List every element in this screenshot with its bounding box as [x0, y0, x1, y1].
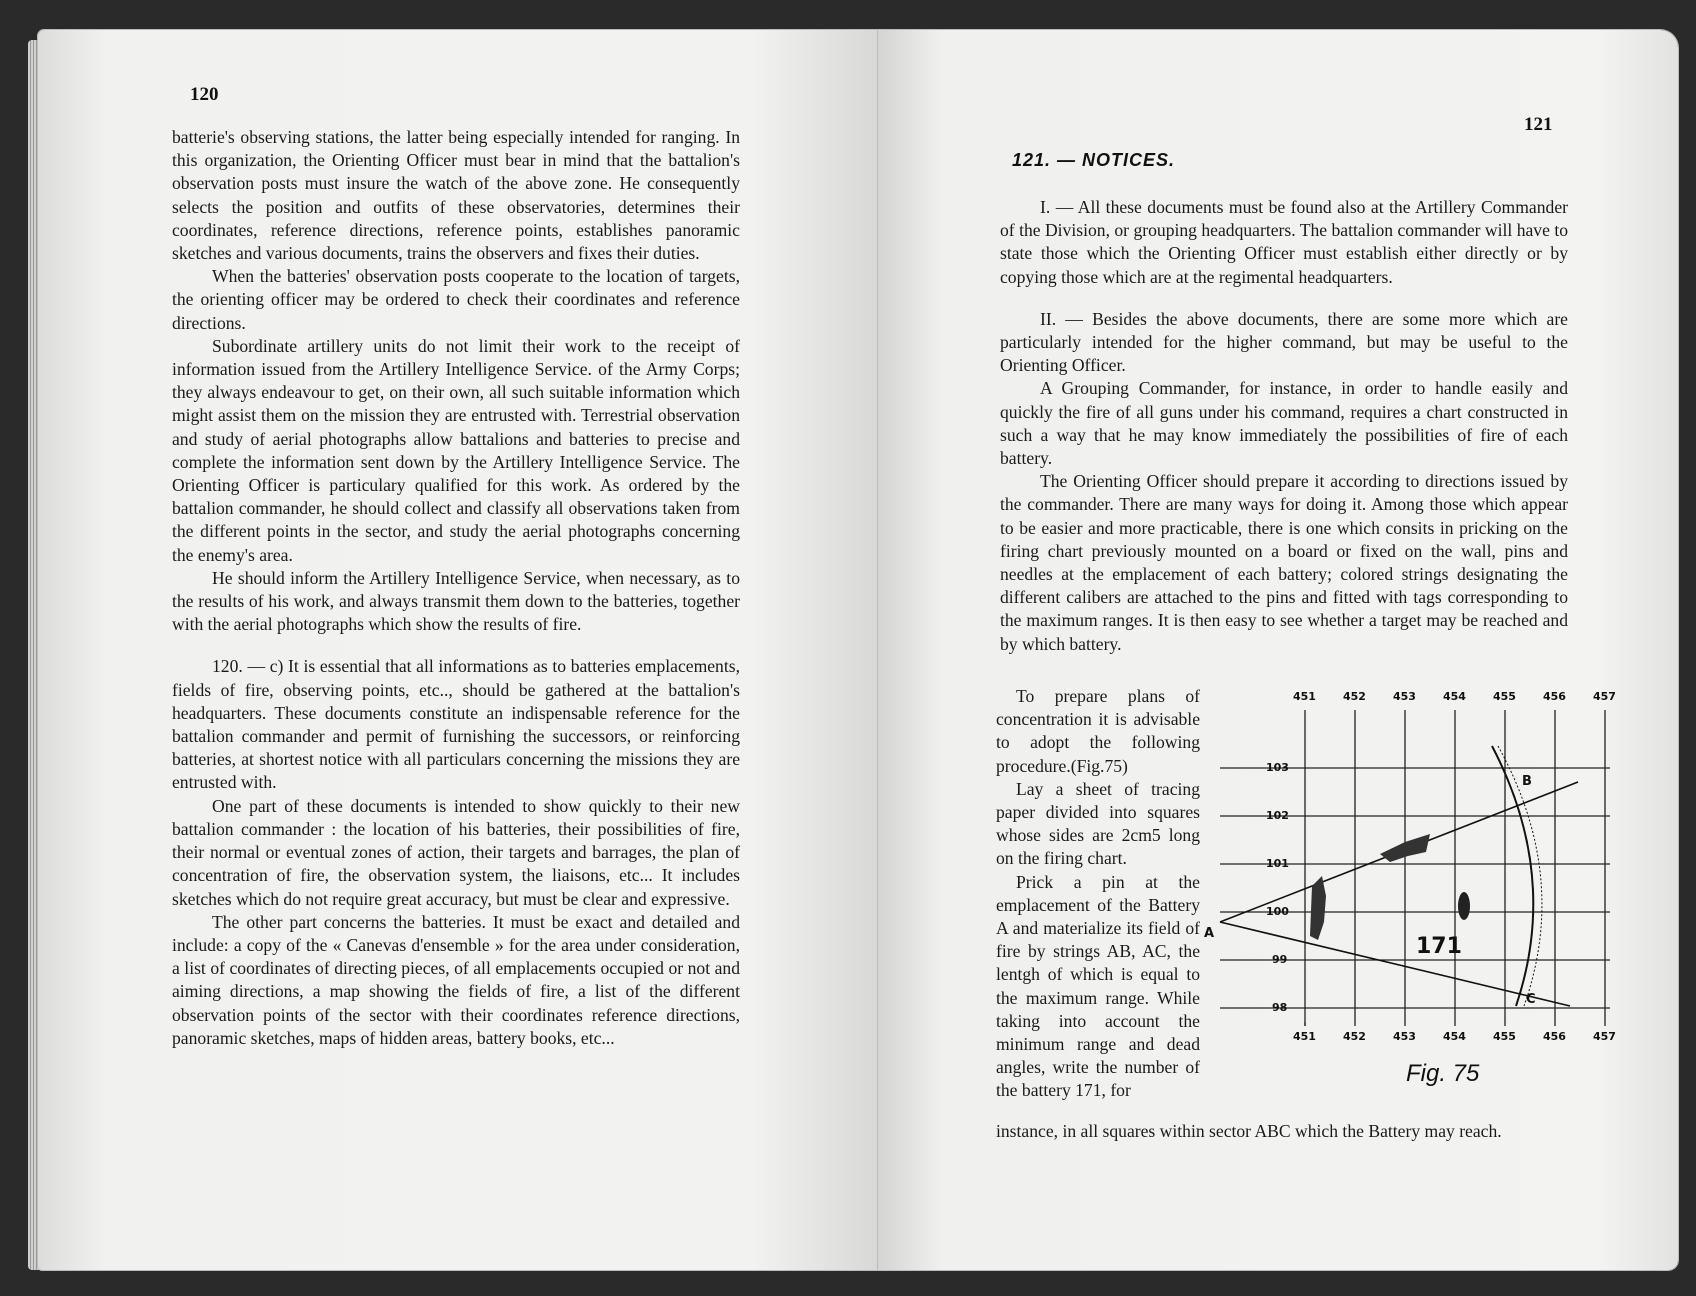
top-label: 451	[1293, 690, 1316, 703]
side-label: 101	[1266, 857, 1289, 870]
paragraph: The Orienting Officer should prepare it according to directions issued by the commander. There are many ways for doing it. Among those which appear to be easier and more practicable, there is one which consits in pricking on the firing chart previously mounted on a board or fixed on the wall, pins and needles at the emplacement of each battery; colored strings designating the different calibers are attached to the pins and fitted with tags corresponding to the maximum ranges. It is then easy to see whether a target may be reached and by which battery.	[1000, 471, 1568, 654]
paragraph: Prick a pin at the emplacement of the Battery A and materialize its field of fire by strings AB, AC, the lentgh of which is equal to the maximum range. While taking into account the minimum range and dead angles, write the number of the battery 171, for	[996, 871, 1200, 1101]
page-number-left: 120	[190, 84, 219, 105]
bottom-label: 451	[1293, 1030, 1316, 1043]
right-page-body	[1000, 196, 1568, 656]
paragraph: I. — All these documents must be found also at the Artillery Commander of the Division, or grouping headquarters. The battalion commander will have to state those which the Orienting Officer must establish either directly or by copying those which are at the regimental headquarters.	[1000, 197, 1568, 287]
point-c-label: C	[1526, 992, 1536, 1007]
top-label: 453	[1393, 690, 1416, 703]
left-page-body	[172, 126, 740, 1050]
paragraph: II. — Besides the above documents, there are some more which are particularly intended for the higher command, but may be useful to the Orienting Officer.	[1000, 308, 1568, 376]
bottom-label: 457	[1593, 1030, 1616, 1043]
figure-tail-text	[996, 1120, 1562, 1143]
side-label: 98	[1272, 1001, 1288, 1014]
paragraph: To prepare plans of concentration it is advisable to adopt the following procedure.(Fig.75)	[996, 686, 1200, 776]
section-heading: 121. — NOTICES.	[1012, 150, 1176, 170]
figure-caption: Fig. 75	[1406, 1060, 1480, 1087]
figure-side-text	[996, 685, 1200, 1103]
side-label: 102	[1266, 809, 1289, 822]
bottom-label: 453	[1393, 1030, 1416, 1043]
paragraph: A Grouping Commander, for instance, in order to handle easily and quickly the fire of all guns under his command, requires a chart constructed in such a way that he may know immediately the possibilities of fire of each battery.	[1000, 378, 1568, 469]
top-label: 455	[1493, 690, 1516, 703]
figure-75	[1200, 686, 1620, 1096]
paragraph: The other part concerns the batteries. It must be exact and detailed and include: a copy of the « Canevas d'ensemble » for the area under consideration, a list of coordinates of directing pieces, of all emplacements occupied or not and aiming directions, a map showing the fields of fire, a list of the different observation points of the sector with their coordinates reference directions, panoramic sketches, maps of hidden areas, battery books, etc...	[172, 911, 740, 1048]
paragraph: 120. — c) It is essential that all informations as to batteries emplacements, fields of fire, observing points, etc.., should be gathered at the battalion's headquarters. These documents constitute an indispensable reference for the battalion commander and permit of furnishing the successors, or reinforcing batteries, at shortest notice with all particulars concerning the missions they are entrusted with.	[172, 656, 740, 793]
paragraph: When the batteries' observation posts cooperate to the location of targets, the orienting officer may be ordered to check their coordinates and reference directions.	[172, 266, 740, 333]
point-a-label: A	[1204, 926, 1215, 941]
page-number-right: 121	[1524, 114, 1553, 135]
paragraph: He should inform the Artillery Intelligence Service, when necessary, as to the results of his work, and always transmit them down to the batteries, together with the aerial photographs which show the results of fire.	[172, 567, 740, 635]
side-label: 103	[1266, 761, 1289, 774]
figure-labels	[1200, 686, 1620, 1066]
paragraph: batterie's observing stations, the latter being especially intended for ranging. In this organization, the Orienting Officer must bear in mind that the battalion's observation posts must insure the watch of the above zone. He consequently selects the position and outfits of these observatories, determines their coordinates, reference directions, reference points, establishes panoramic sketches and various documents, trains the observers and fixes their duties.	[172, 127, 740, 264]
paragraph: One part of these documents is intended to show quickly to their new battalion commander : the location of his batteries, their possibilities of fire, their normal or eventual zones of action, their targets and barrages, the plan of concentration of fire, the observation system, the liaisons, etc... It includes sketches which do not require great accuracy, but must be clear and expressive.	[172, 795, 740, 909]
top-label: 456	[1543, 690, 1566, 703]
bottom-label: 452	[1343, 1030, 1366, 1043]
bottom-label: 455	[1493, 1030, 1516, 1043]
paragraph: instance, in all squares within sector ABC which the Battery may reach.	[996, 1121, 1502, 1141]
top-label: 457	[1593, 690, 1616, 703]
top-label: 454	[1443, 690, 1466, 703]
bottom-label: 454	[1443, 1030, 1466, 1043]
side-label: 99	[1272, 953, 1288, 966]
paragraph: Subordinate artillery units do not limit their work to the receipt of information issued from the Artillery Intelligence Service. of the Army Corps; they always endeavour to get, on their own, all such suitable information which might assist them on the mission they are entrusted with. Terrestrial observation and study of aerial photographs allow battalions and batteries to precise and complete the information sent down by the Artillery Intelligence Service. The Orienting Officer is particulary qualified for this work. As ordered by the battalion commander, he should collect and classify all observations taken from the different points in the sector, and study the aerial photographs concerning the enemy's area.	[172, 335, 740, 565]
top-label: 452	[1343, 690, 1366, 703]
bottom-label: 456	[1543, 1030, 1566, 1043]
battery-number: 171	[1416, 934, 1462, 959]
point-b-label: B	[1522, 774, 1532, 789]
paragraph: Lay a sheet of tracing paper divided into squares whose sides are 2cm5 long on the firing chart.	[996, 778, 1200, 869]
side-label: 100	[1266, 905, 1289, 918]
